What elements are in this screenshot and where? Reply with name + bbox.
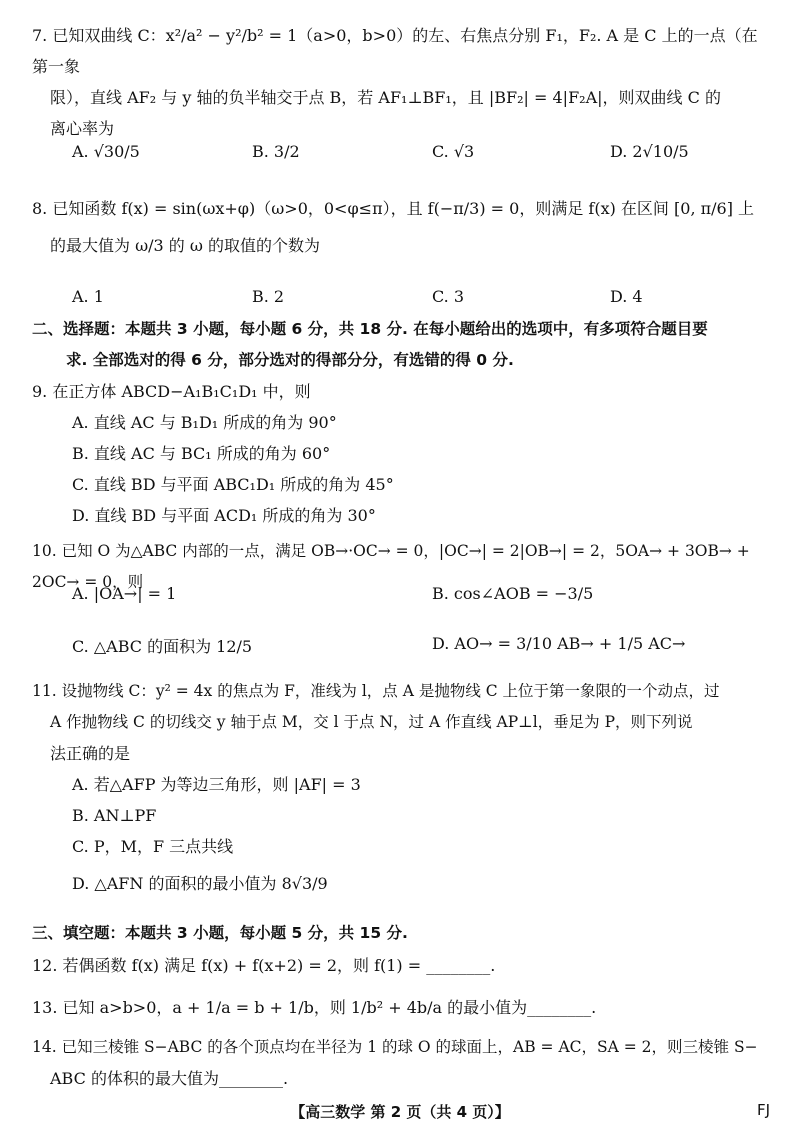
q9-stem: 9. 在正方体 ABCD−A₁B₁C₁D₁ 中，则	[32, 382, 311, 401]
page-footer: 【高三数学 第 2 页（共 4 页）】	[290, 1103, 510, 1121]
q11-option-a: A. 若△AFP 为等边三角形，则 |AF| = 3	[72, 775, 361, 794]
q11-line2: A 作抛物线 C 的切线交 y 轴于点 M，交 l 于点 N，过 A 作直线 AP⊥l，垂足为 P，则下列说	[50, 713, 693, 731]
question-13: 13. 已知 a>b>0，a + 1/a = b + 1/b，则 1/b² + 4b/a 的最小值为________.	[32, 998, 597, 1017]
q9-option-b: B. 直线 AC 与 BC₁ 所成的角为 60°	[72, 444, 331, 463]
q8-line1: 8. 已知函数 f(x) = sin(ωx+φ)（ω>0，0<φ≤π），且 f(−π/3) = 0，则满足 f(x) 在区间 [0, π/6] 上	[32, 199, 755, 218]
question-8	[32, 192, 772, 266]
question-9	[32, 376, 772, 531]
section-2-header	[32, 314, 772, 376]
question-12: 12. 若偶函数 f(x) 满足 f(x) + f(x+2) = 2，则 f(1) = ________.	[32, 956, 496, 975]
q9-option-d: D. 直线 BD 与平面 ACD₁ 所成的角为 30°	[72, 506, 376, 525]
q11-option-d: D. △AFN 的面积的最小值为 8√3/9	[72, 874, 328, 893]
q8-option-c: C. 3	[432, 287, 465, 306]
q8-option-a: A. 1	[72, 287, 104, 306]
q7-option-b: B. 3/2	[252, 142, 300, 161]
q10-option-b: B. cos∠AOB = −3/5	[432, 584, 594, 603]
section-2-line1: 二、选择题：本题共 3 小题，每小题 6 分，共 18 分. 在每小题给出的选项中，有多项符合题目要	[32, 320, 708, 338]
q7-line3: 离心率为	[50, 119, 115, 138]
q7-option-a: A. √30/5	[72, 142, 140, 161]
q7-option-d: D. 2√10/5	[610, 142, 689, 161]
section-3-header: 三、填空题：本题共 3 小题，每小题 5 分，共 15 分.	[32, 924, 408, 942]
q11-option-b: B. AN⊥PF	[72, 806, 157, 825]
question-14	[32, 1032, 772, 1094]
q10-option-d: D. AO→ = 3/10 AB→ + 1/5 AC→	[432, 634, 686, 653]
question-11	[32, 676, 772, 906]
q9-option-a: A. 直线 AC 与 B₁D₁ 所成的角为 90°	[72, 413, 337, 432]
q8-option-b: B. 2	[252, 287, 285, 306]
footer-code: FJ	[756, 1101, 770, 1119]
q14-line2: ABC 的体积的最大值为________.	[50, 1069, 289, 1088]
q10-stem: 10. 已知 O 为△ABC 内部的一点，满足 OB→·OC→ = 0，|OC→| = 2|OB→| = 2，5OA→ + 3OB→ + 2OC→ = 0，则	[32, 542, 750, 591]
question-7	[32, 20, 772, 144]
q11-option-c: C. P，M，F 三点共线	[72, 837, 234, 856]
q9-option-c: C. 直线 BD 与平面 ABC₁D₁ 所成的角为 45°	[72, 475, 394, 494]
q14-line1: 14. 已知三棱锥 S−ABC 的各个顶点均在半径为 1 的球 O 的球面上，AB = AC，SA = 2，则三棱锥 S−	[32, 1038, 758, 1056]
q8-line2: 的最大值为 ω/3 的 ω 的取值的个数为	[50, 236, 321, 255]
q7-option-c: C. √3	[432, 142, 475, 161]
q10-option-a: A. |OA→| = 1	[72, 584, 177, 603]
q8-option-d: D. 4	[610, 287, 643, 306]
q11-line3: 法正确的是	[50, 744, 131, 763]
section-2-line2: 求. 全部选对的得 6 分，部分选对的得部分分，有选错的得 0 分.	[66, 351, 514, 369]
q10-option-c: C. △ABC 的面积为 12/5	[72, 637, 253, 656]
q11-line1: 11. 设抛物线 C：y² = 4x 的焦点为 F，准线为 l，点 A 是抛物线 C 上位于第一象限的一个动点，过	[32, 682, 720, 700]
q7-line2: 限），直线 AF₂ 与 y 轴的负半轴交于点 B，若 AF₁⊥BF₁，且 |BF₂| = 4|F₂A|，则双曲线 C 的	[50, 88, 721, 107]
q7-line1: 7. 已知双曲线 C：x²/a² − y²/b² = 1（a>0，b>0）的左、右焦点分别 F₁，F₂. A 是 C 上的一点（在第一象	[32, 26, 758, 76]
